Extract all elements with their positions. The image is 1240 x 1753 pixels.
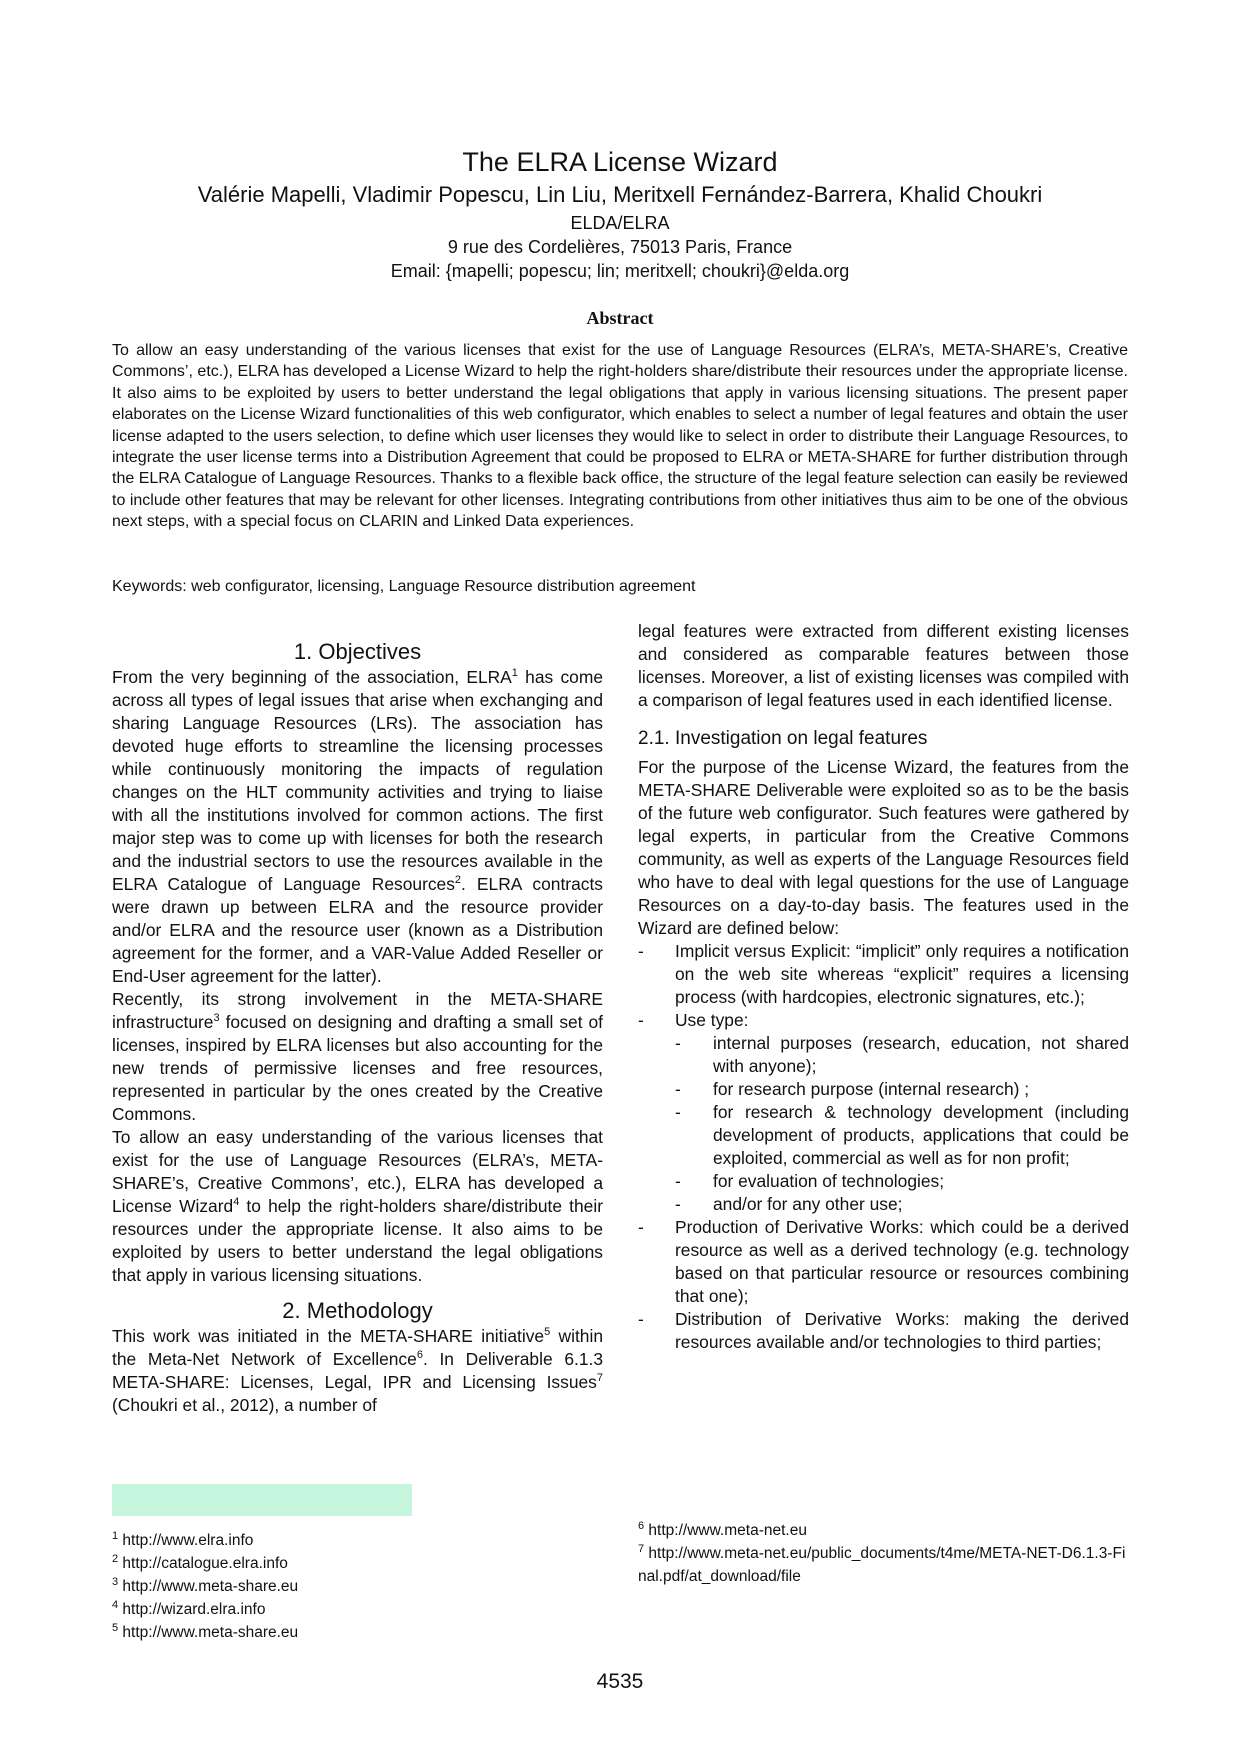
paragraph-investigation: For the purpose of the License Wizard, the features from the META-SHARE Deliverable were exploited so as to be the basis of the future web configurator. Such features were gathered by legal experts, in particular from the Creative Commons community, as well as experts of the Language Resources field who have to deal with legal questions for the use of Language Resources on a day-to-day basis. The features used in the Wizard are defined below: [638, 757, 1129, 938]
paragraph-objectives-1: From the very beginning of the association, ELRA$^1$ has come across all types of legal issues that arise when exchanging and sharing Language Resources (LRs). The association has devoted huge efforts to streamline the licensing processes while continuously monitoring the impacts of regulation changes on the HLT community activities and trying to liaise with all the institutions involved for common actions. The first major step was to come up with licenses for both the research and the industrial sectors to use the resources available in the ELRA Catalogue of Language Resources$^2$. ELRA contracts were drawn up between ELRA and the resource provider and/or ELRA and the resource user (known as a Distribution agreement for the former, and a VAR-Value Added Reseller or End-User agreement for the latter). [112, 667, 603, 986]
footnote: $^7$ http://www.meta-net.eu/public_documents/t4me/META-NET-D6.1.3-Final.pdf/at_download/file [638, 1542, 1126, 1585]
feature-use-type: - Use type: - internal purposes (research, education, not shared with anyone); - for research purpose (internal research) ; - for research & technology development (including development of products, applications that could be exploited, commercial as well as for non profit; - for evaluation of technologies; - and/or for any other use; [638, 1009, 1129, 1216]
section-1-heading: 1. Objectives [293, 639, 422, 664]
section-2-heading: 2. Methodology [282, 1298, 433, 1323]
paper-title: The ELRA License Wizard [462, 147, 778, 177]
feature-production-derivative: - Production of Derivative Works: which could be a derived resource as well as a derived technology (e.g. technology based on that particular resource or resources combining that one); [638, 1216, 1129, 1308]
use-type-item: - for research purpose (internal research) ; [675, 1078, 1129, 1101]
footnote: $^4$ http://wizard.elra.info [112, 1598, 266, 1618]
footnote: $^5$ http://www.meta-share.eu [112, 1621, 299, 1641]
section-2-1-heading: 2.1. Investigation on legal features [638, 728, 928, 749]
footnote: $^2$ http://catalogue.elra.info [112, 1552, 288, 1572]
footnote: $^1$ http://www.elra.info [112, 1529, 254, 1549]
use-type-item: - and/or for any other use; [675, 1193, 1129, 1216]
page-number: 4535 [596, 1670, 644, 1693]
abstract-text: To allow an easy understanding of the various licenses that exist for the use of Language Resources (ELRA’s, META-SHARE’s, Creative Commons’, etc.), ELRA has developed a License Wizard to help the right-holders share/distribute their resources under the appropriate license. It also aims to be exploited by users to better understand the legal obligations that apply in various licensing situations. The present paper elaborates on the License Wizard functionalities of this web configurator, which enables to select a number of legal features and obtain the user license adapted to the users selection, to define which user licenses they would like to select in order to distribute their Language Resources, to integrate the user license terms into a Distribution Agreement that could be proposed to ELRA or META-SHARE for further distribution through the ELRA Catalogue of Language Resources. Thanks to a flexible back office, the structure of the legal feature selection can easily be reviewed to include other features that may be relevant for other licenses. Integrating contributions from other initiatives thus aim to be one of the obvious next steps, with a special focus on CLARIN and Linked Data experiences. [112, 342, 1128, 531]
footnotes-left [112, 1529, 298, 1644]
feature-list [638, 940, 1129, 1354]
feature-distribution-derivative: - Distribution of Derivative Works: making the derived resources available and/or technologies to third parties; [638, 1308, 1129, 1354]
address: 9 rue des Cordelières, 75013 Paris, France [447, 237, 793, 257]
left-column [112, 638, 603, 1417]
footnotes-right [638, 1519, 1129, 1588]
use-type-list [675, 1032, 1129, 1216]
paper-authors: Valérie Mapelli, Vladimir Popescu, Lin Liu, Meritxell Fernández-Barrera, Khalid Choukri [197, 182, 1043, 207]
highlight-block [112, 1484, 412, 1516]
paragraph-methodology-2: legal features were extracted from different existing licenses and considered as comparable features between those licenses. Moreover, a list of existing licenses was compiled with a comparison of legal features used in each identified license. [638, 621, 1129, 710]
paragraph-objectives-3: To allow an easy understanding of the various licenses that exist for the use of Language Resources (ELRA’s, META-SHARE’s, Creative Commons’, etc.), ELRA has developed a License Wizard$^4$ to help the right-holders share/distribute their resources under the appropriate license. It also aims to be exploited by users to better understand the legal obligations that apply in various licensing situations. [112, 1127, 604, 1285]
use-type-item: - for research & technology development (including development of products, applications that could be exploited, commercial as well as for non profit; [675, 1101, 1129, 1170]
use-type-item: - for evaluation of technologies; [675, 1170, 1129, 1193]
footnote: $^3$ http://www.meta-share.eu [112, 1575, 299, 1595]
abstract-heading: Abstract [586, 308, 654, 328]
keywords: Keywords: web configurator, licensing, Language Resource distribution agreement [112, 578, 696, 595]
paragraph-objectives-2: Recently, its strong involvement in the META-SHARE infrastructure$^3$ focused on designing and drafting a small set of licenses, inspired by ELRA licenses but also accounting for the new trends of permissive licenses and free resources, represented in particular by the ones created by the Creative Commons. [112, 989, 603, 1124]
affiliation: ELDA/ELRA [570, 213, 670, 233]
feature-implicit-explicit: - Implicit versus Explicit: “implicit” only requires a notification on the web site whereas “explicit” requires a licensing process (with hardcopies, electronic signatures, etc.); [638, 940, 1129, 1009]
right-column [638, 620, 1129, 1354]
paragraph-methodology-1: This work was initiated in the META-SHARE initiative$^5$ within the Meta-Net Network of Excellence$^6$. In Deliverable 6.1.3 META-SHARE: Licenses, Legal, IPR and Licensing Issues$^7$ (Choukri et al., 2012), a number of [112, 1326, 604, 1415]
email: Email: {mapelli; popescu; lin; meritxell; choukri}@elda.org [390, 261, 850, 281]
use-type-item: - internal purposes (research, education, not shared with anyone); [675, 1032, 1129, 1078]
footnote: $^6$ http://www.meta-net.eu [638, 1519, 807, 1539]
